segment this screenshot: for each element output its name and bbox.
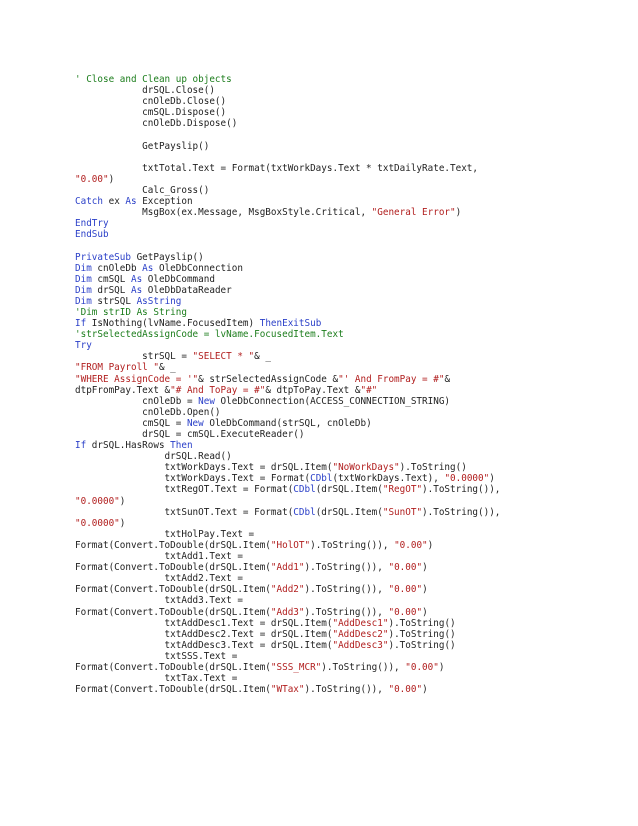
code-text: GetPayslip() [130,251,204,263]
code-string: "SELECT * " [192,351,255,363]
code-string: "General Error" [371,207,456,219]
code-line [75,163,605,174]
code-text: drSQL.Read() [75,451,232,463]
code-line [75,141,605,152]
code-line [75,274,605,285]
code-text: dtpFromPay.Text & [75,384,171,396]
code-keyword: New [186,417,204,429]
code-text: Format(Convert.ToDouble(drSQL.Item( [75,606,271,618]
code-keyword: Dim [75,295,92,307]
code-line [75,640,605,651]
code-line [75,584,605,595]
code-comment: 'Dim strID As String [75,306,187,318]
code-line [75,118,605,129]
code-line [75,307,605,318]
code-keyword: Then [170,440,193,452]
code-text: ) [119,495,126,507]
code-keyword: Dim [75,284,92,296]
code-line [75,662,605,673]
code-line [75,518,605,529]
code-line [75,462,605,473]
code-string: "AddDesc1" [332,617,389,629]
code-string: "HolOT" [270,539,311,551]
code-line [75,107,605,118]
code-string: "0.00" [75,173,109,185]
code-line [75,185,605,196]
code-text: txtSSS.Text = [75,650,238,662]
code-text: strSQL [91,295,137,307]
code-string: "0.00" [394,539,428,551]
code-text: ).ToString()), [422,506,501,518]
code-text: cnOleDb.Dispose() [75,118,238,130]
code-text: ).ToString()), [321,661,406,673]
code-line [75,562,605,573]
code-keyword: As [125,196,137,208]
code-comment: 'strSelectedAssignCode = lvName.FocusedItem.Text [75,329,344,341]
code-text: drSQL [91,284,131,296]
code-line [75,440,605,451]
code-comment: ' Close and Clean up objects [75,74,232,85]
code-text: & dtpToPay.Text & [265,384,361,396]
code-line [75,252,605,263]
code-string: "SunOT" [382,506,423,518]
code-keyword: As [130,273,143,285]
code-keyword: AsString [136,295,182,307]
code-line [75,340,605,351]
code-keyword: EndTry [75,218,109,230]
code-string: "0.0000" [75,517,120,529]
code-line [75,362,605,373]
code-string: "WTax" [270,684,305,696]
code-text: cmSQL = [75,417,187,429]
code-text: cnOleDb.Close() [75,96,227,108]
code-text: txtRegOT.Text = Format( [75,484,294,496]
code-text: ).ToString()), [304,562,389,574]
code-line [75,618,605,629]
code-line [75,174,605,185]
code-string: "0.00" [405,661,439,673]
code-text: txtWorkDays.Text = drSQL.Item( [75,462,333,474]
code-text: txtSunOT.Text = Format( [75,506,294,518]
code-keyword: CDbl [293,484,316,496]
code-line [75,451,605,462]
code-text: ) [422,684,428,696]
code-line [75,285,605,296]
code-string: "SSS_MCR" [270,661,322,673]
code-text: Exception [136,196,193,208]
code-line [75,507,605,518]
code-text: cnOleDb [91,262,143,274]
code-text: OleDbCommand(strSQL, cnOleDb) [203,417,372,429]
code-text: ) [489,473,495,485]
code-text: ) [427,539,434,551]
code-keyword: If [75,440,87,452]
code-text: txtHolPay.Text = [75,528,255,540]
code-string: "# And ToPay = #" [170,384,266,396]
code-string: "0.00" [388,684,423,696]
code-line [75,473,605,484]
code-text: txtAddDesc1.Text = drSQL.Item( [75,617,333,629]
code-text: cmSQL [91,273,131,285]
code-string: "0.00" [388,584,423,596]
code-line [75,684,605,695]
code-text: txtAddDesc3.Text = drSQL.Item( [75,639,333,651]
code-text: cnOleDb = [75,395,199,407]
code-keyword: Dim [75,262,92,274]
code-line [75,673,605,684]
code-string: "Add1" [270,562,305,574]
code-text: ) [119,517,126,529]
code-string: "AddDesc3" [332,639,389,651]
code-keyword: EndSub [75,229,109,241]
code-text: & strSelectedAssignCode & [198,373,339,385]
code-string: "FROM Payroll " [75,362,159,374]
code-text: ex [103,196,126,208]
code-line [75,351,605,362]
code-text: Format(Convert.ToDouble(drSQL.Item( [75,584,271,596]
code-string: "NoWorkDays" [332,462,400,474]
code-string: "0.0000" [444,473,490,485]
code-text: strSQL = [75,351,193,363]
code-line [75,263,605,274]
code-keyword: New [198,395,215,407]
code-keyword: PrivateSub [75,251,131,263]
code-text: & [444,373,451,385]
code-keyword: Try [75,340,92,352]
code-line [75,629,605,640]
code-line [75,129,605,140]
code-text: txtTax.Text = [75,673,238,685]
code-line [75,429,605,440]
code-text: ).ToString()), [422,484,501,496]
code-line [75,329,605,340]
code-keyword: CDbl [310,473,333,485]
code-line [75,607,605,618]
code-line [75,496,605,507]
code-text: ).ToString()), [310,539,395,551]
code-line [75,551,605,562]
code-text: ) [438,661,445,673]
code-text: Format(Convert.ToDouble(drSQL.Item( [75,539,271,551]
code-text: MsgBox(ex.Message, MsgBoxStyle.Critical, [75,207,372,219]
code-line [75,407,605,418]
code-text: ).ToString() [388,628,456,640]
code-string: "0.00" [388,562,423,574]
code-line [75,152,605,163]
code-keyword: As [142,262,154,274]
code-line [75,385,605,396]
code-keyword: If [75,318,87,330]
code-keyword: CDbl [293,506,316,518]
code-text: txtWorkDays.Text = Format( [75,473,311,485]
code-text: ) [455,207,462,219]
code-text: ) [422,562,428,574]
code-text: txtAddDesc2.Text = drSQL.Item( [75,628,333,640]
code-string: "WHERE AssignCode = '" [75,373,199,385]
code-keyword: ThenExitSub [259,318,322,330]
code-line [75,418,605,429]
code-text: (drSQL.Item( [315,484,383,496]
code-text: OleDbCommand [142,273,215,285]
code-keyword: Dim [75,273,92,285]
code-line [75,396,605,407]
code-text: Calc_Gross() [75,184,210,196]
code-text: GetPayslip() [75,140,210,152]
code-text: ) [422,606,428,618]
code-line [75,218,605,229]
code-text: cmSQL.Dispose() [75,107,227,119]
code-line [75,595,605,606]
code-text: OleDbConnection [153,262,243,274]
code-string: "AddDesc2" [332,628,389,640]
code-string: "Add3" [270,606,305,618]
code-line [75,318,605,329]
code-text: (drSQL.Item( [315,506,383,518]
code-text: ).ToString()), [304,606,389,618]
code-text: ).ToString() [399,462,467,474]
code-text: txtTotal.Text = Format(txtWorkDays.Text * txtDailyRate.Text, [75,162,478,174]
code-string: "' And FromPay = #" [338,373,445,385]
code-text: Format(Convert.ToDouble(drSQL.Item( [75,562,271,574]
code-text: txtAdd3.Text = [75,595,243,607]
code-keyword: As [130,284,143,296]
code-line [75,207,605,218]
code-line [75,573,605,584]
code-line [75,196,605,207]
code-line [75,529,605,540]
code-text: & _ [158,362,176,374]
code-line [75,229,605,240]
code-string: "#" [360,384,378,396]
code-text: Format(Convert.ToDouble(drSQL.Item( [75,661,271,673]
code-line [75,374,605,385]
code-text: ).ToString() [388,617,456,629]
code-text: & _ [254,351,271,363]
code-text: OleDbDataReader [142,284,232,296]
code-text: Format(Convert.ToDouble(drSQL.Item( [75,684,271,696]
code-text: OleDbConnection(ACCESS_CONNECTION_STRING) [214,395,451,407]
code-text: ) [108,173,115,185]
code-line [75,296,605,307]
code-text: ).ToString()), [304,584,389,596]
code-line [75,484,605,495]
code-text: cnOleDb.Open() [75,406,221,418]
code-line [75,96,605,107]
code-string: "Add2" [270,584,305,596]
code-text: ).ToString() [388,639,456,651]
code-text: ).ToString()), [304,684,389,696]
code-string: "RegOT" [382,484,423,496]
code-line [75,74,605,85]
code-text: txtAdd1.Text = [75,551,243,563]
code-text: drSQL.Close() [75,85,215,97]
code-keyword: Catch [75,196,103,208]
code-line [75,540,605,551]
code-text: drSQL.HasRows [86,440,171,452]
code-text: txtAdd2.Text = [75,573,243,585]
code-text: drSQL = cmSQL.ExecuteReader() [75,429,305,440]
code-string: "0.0000" [75,495,120,507]
code-line [75,85,605,96]
code-text: ) [422,584,428,596]
code-line [75,651,605,662]
code-line [75,240,605,251]
code-listing [75,74,605,695]
code-text: IsNothing(lvName.FocusedItem) [86,318,260,330]
code-text: (txtWorkDays.Text), [332,473,445,485]
code-string: "0.00" [388,606,423,618]
